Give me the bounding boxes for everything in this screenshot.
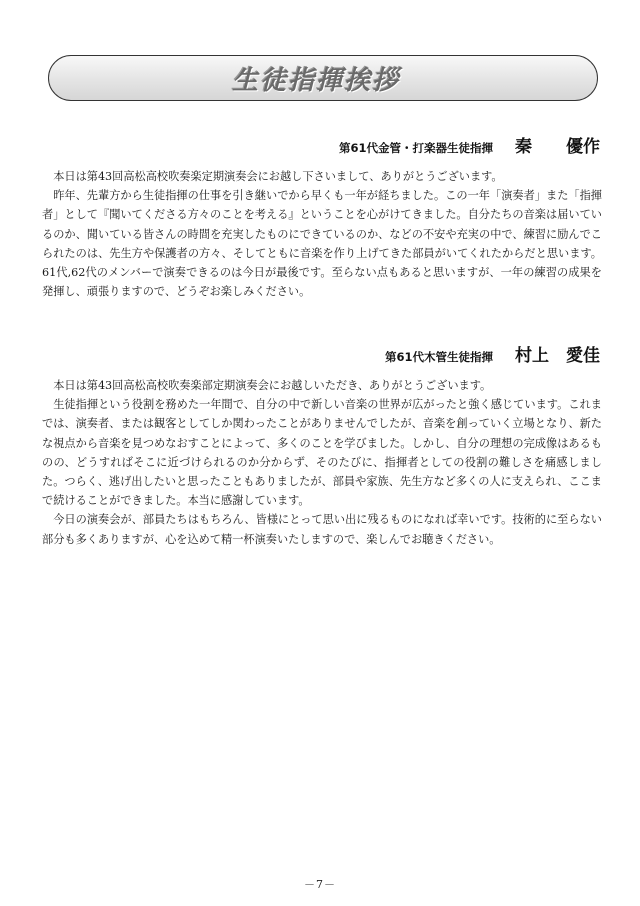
greeting-body <box>42 376 602 549</box>
paragraph: 本日は第43回高松高校吹奏楽部定期演奏会にお越しいただき、ありがとうございます。 <box>53 379 492 392</box>
greeting-section-brass <box>42 132 602 301</box>
page-number: －7－ <box>304 878 336 891</box>
conductor-role: 第61代金管・打楽器生徒指揮 <box>338 141 493 155</box>
paragraph: 今日の演奏会が、部員たちはもちろん、皆様にとって思い出に残るものになれば幸いです。技術的に至らない部分も多くありますが、心を込めて精一杯演奏いたしますので、楽しんでお聴きください。 <box>42 513 602 546</box>
signature <box>42 132 602 157</box>
conductor-name: 秦 優作 <box>515 137 600 157</box>
paragraph: 本日は第43回高松高校吹奏楽定期演奏会にお越し下さいまして、ありがとうございます。 <box>53 170 503 183</box>
title-banner <box>48 55 598 101</box>
paragraph: 生徒指揮という役割を務めた一年間で、自分の中で新しい音楽の世界が広がったと強く感じています。これまでは、演奏者、または観客としてしか関わったことがありませんでしたが、音楽を創っていく立場となり、新たな視点から音楽を見つめなおすことによって、多くのことを学びました。しかし、自分の理想の完成像はあるものの、どうすればそこに近づけられるのか分からず、そのたびに、指揮者としての役割の難しさを痛感しました。つらく、逃げ出したいと思ったこともありましたが、部員や家族、先生方など多くの人に支えられ、ここまで続けることができました。本当に感謝しています。 <box>42 398 602 508</box>
signature <box>42 341 602 366</box>
page-title: 生徒指揮挨拶 <box>231 65 400 96</box>
conductor-name: 村上 愛佳 <box>515 346 600 366</box>
paragraph: 昨年、先輩方から生徒指揮の仕事を引き継いでから早くも一年が経ちました。この一年「演奏者」また「指揮者」として『聞いてくださる方々のことを考える』ということを心がけてきました。自分たちの音楽は届いているのか、聞いている皆さんの時間を充実したものにできているのか、などの不安や充実の中で、練習に励んでこられたのは、先生方や保護者の方々、そしてともに音楽を作り上げてきた部員がいてくれたからだと思います。61代,62代のメンバーで演奏できるのは今日が最後です。至らない点もあると思いますが、一年の練習の成果を発揮し、頑張りますので、どうぞお楽しみください。 <box>42 189 602 299</box>
conductor-role: 第61代木管生徒指揮 <box>384 350 493 364</box>
greeting-section-woodwind <box>42 341 602 549</box>
greeting-body <box>42 167 602 301</box>
